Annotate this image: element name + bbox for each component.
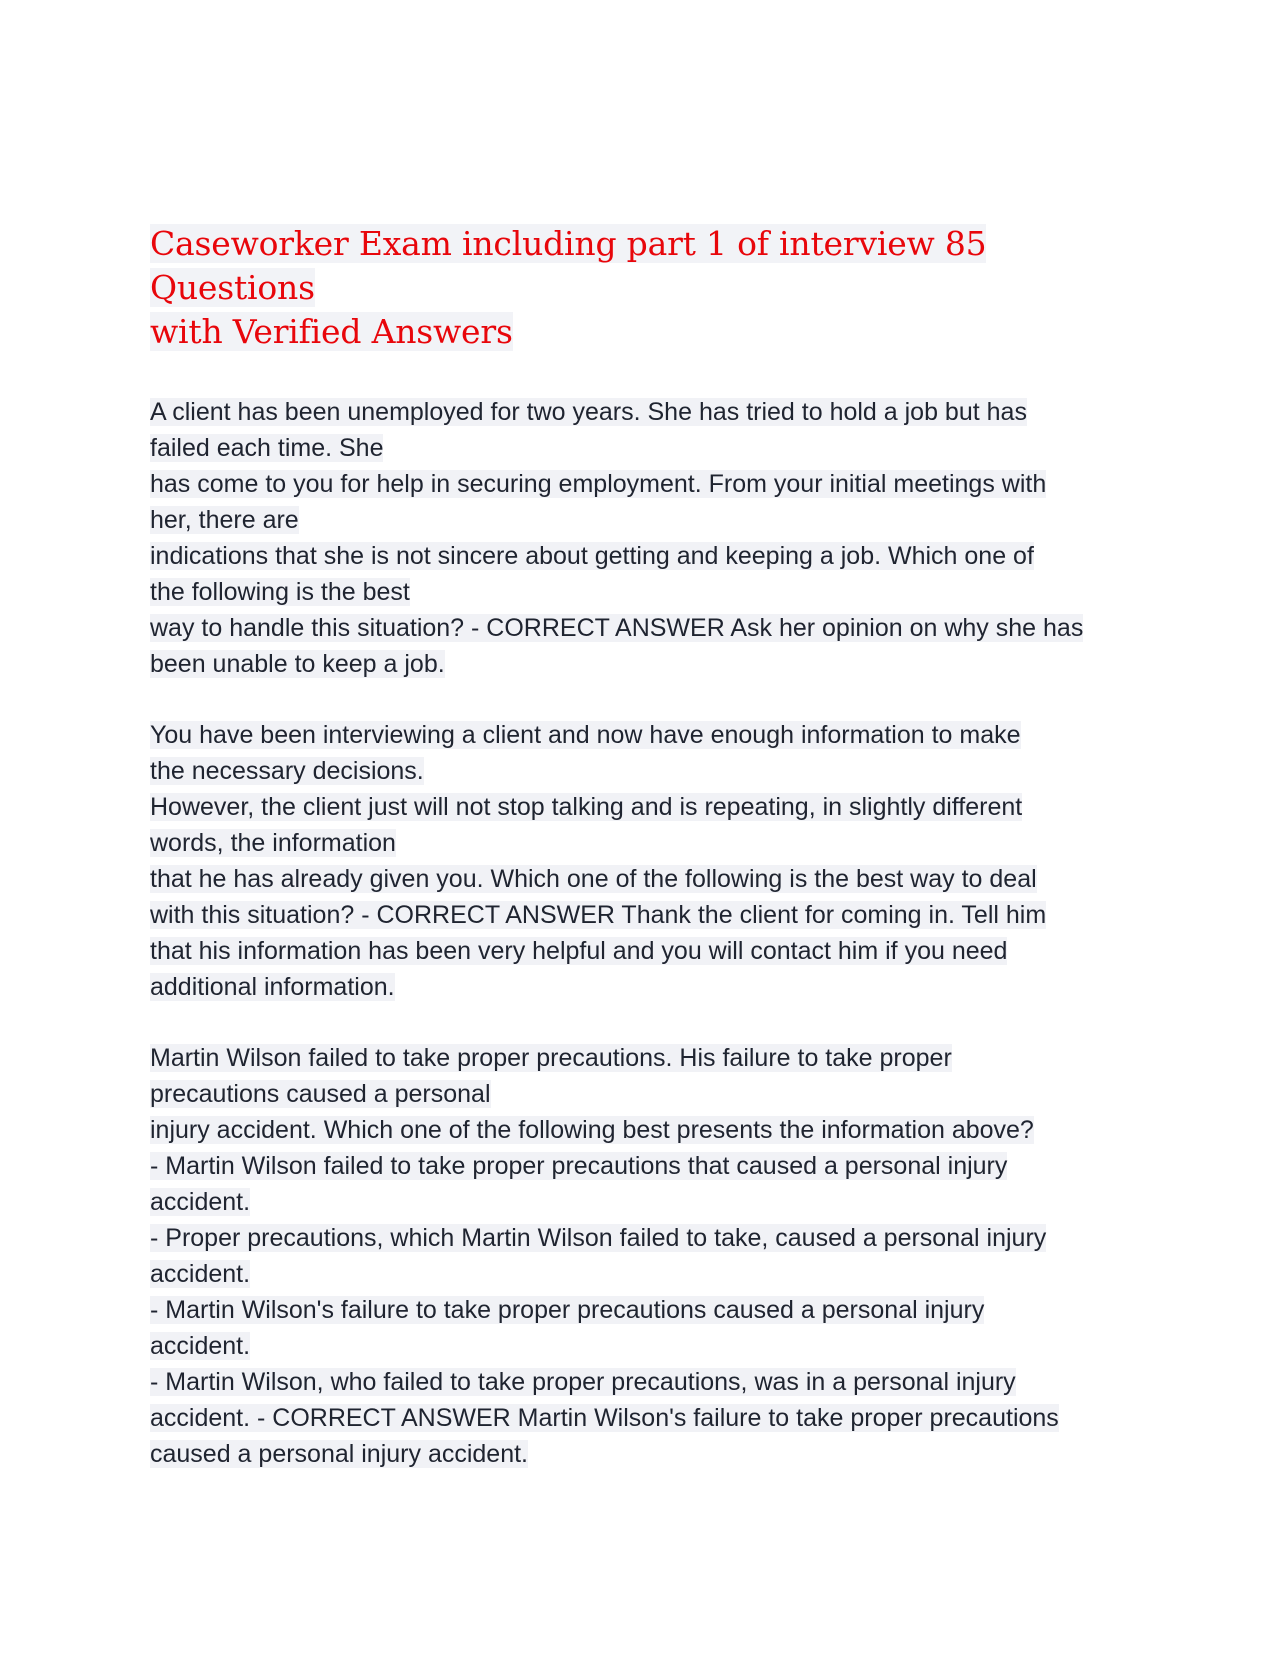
text-line: accident. - CORRECT ANSWER Martin Wilson's failure to take proper precautions	[150, 1404, 1059, 1432]
text-line: Martin Wilson failed to take proper precautions. His failure to take proper	[150, 1044, 952, 1072]
title-line: with Verified Answers	[150, 312, 513, 351]
text-line: precautions caused a personal	[150, 1080, 491, 1108]
text-line: - Proper precautions, which Martin Wilson failed to take, caused a personal injury	[150, 1224, 1047, 1252]
text-line: with this situation? - CORRECT ANSWER Thank the client for coming in. Tell him	[150, 901, 1047, 929]
text-line: However, the client just will not stop talking and is repeating, in slightly different	[150, 793, 1023, 821]
text-line: way to handle this situation? - CORRECT ANSWER Ask her opinion on why she has	[150, 614, 1084, 642]
text-line: accident.	[150, 1332, 251, 1360]
text-line: been unable to keep a job.	[150, 650, 445, 678]
text-line: the necessary decisions.	[150, 757, 424, 785]
text-line: words, the information	[150, 829, 396, 857]
text-line: accident.	[150, 1260, 251, 1288]
text-line: additional information.	[150, 973, 395, 1001]
text-line: - Martin Wilson, who failed to take proper precautions, was in a personal injury	[150, 1368, 1016, 1396]
text-line: - Martin Wilson failed to take proper precautions that caused a personal injury	[150, 1152, 1008, 1180]
title-line: Caseworker Exam including part 1 of interview 85 Questions	[150, 224, 987, 307]
document-title	[150, 222, 1140, 354]
text-line: A client has been unemployed for two years. She has tried to hold a job but has	[150, 398, 1027, 426]
text-line: - Martin Wilson's failure to take proper precautions caused a personal injury	[150, 1296, 985, 1324]
text-line: her, there are	[150, 506, 299, 534]
text-line: has come to you for help in securing employment. From your initial meetings with	[150, 470, 1047, 498]
text-line: accident.	[150, 1188, 251, 1216]
question-block-3	[150, 1040, 1140, 1472]
text-line: the following is the best	[150, 578, 410, 606]
text-line: caused a personal injury accident.	[150, 1440, 529, 1468]
text-line: You have been interviewing a client and now have enough information to make	[150, 721, 1021, 749]
text-line: that he has already given you. Which one of the following is the best way to deal	[150, 865, 1037, 893]
question-block-2	[150, 717, 1140, 1005]
document-content	[150, 222, 1140, 1507]
text-line: that his information has been very helpful and you will contact him if you need	[150, 937, 1008, 965]
text-line: failed each time. She	[150, 434, 384, 462]
text-line: indications that she is not sincere about getting and keeping a job. Which one of	[150, 542, 1034, 570]
question-block-1	[150, 394, 1140, 682]
text-line: injury accident. Which one of the following best presents the information above?	[150, 1116, 1034, 1144]
